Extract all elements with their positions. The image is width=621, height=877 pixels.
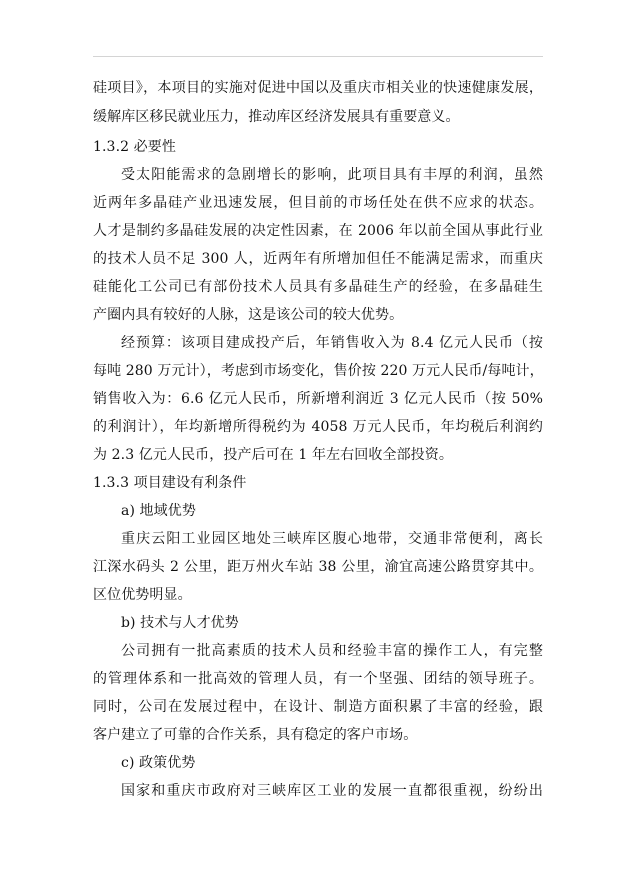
paragraph-line: 江深水码头 2 公里，距万州火车站 38 公里，渝宜高速公路贯穿其中。 [93,559,543,575]
paragraph-line: 销售收入为：6.6 亿元人民币，所新增利润近 3 亿元人民币（按 50% [93,391,543,407]
paragraph-line: 重庆云阳工业园区地处三峡库区腹心地带，交通非常便利，离长 [121,531,543,547]
paragraph-line: 公司拥有一批高素质的技术人员和经验丰富的操作工人，有完整 [121,643,543,659]
paragraph-line: 硅能化工公司已有部份技术人员具有多晶硅生产的经验，在多晶硅生 [93,279,543,295]
paragraph-line: 客户建立了可靠的合作关系，具有稳定的客户市场。 [93,727,418,743]
subheading-c: c) 政策优势 [121,755,196,771]
paragraph-line: 的管理体系和一批高效的管理人员，有一个坚强、团结的领导班子。 [93,671,543,687]
paragraph-line: 区位优势明显。 [93,587,192,603]
paragraph-line: 经预算：该项目建成投产后，年销售收入为 8.4 亿元人民币（按 [121,335,543,351]
paragraph-line: 同时，公司在发展过程中，在设计、制造方面积累了丰富的经验，跟 [93,699,543,715]
paragraph-line: 近两年多晶硅产业迅速发展，但目前的市场任处在供不应求的状态。 [93,195,543,211]
header-rule [93,56,543,57]
paragraph-line: 每吨 280 万元计），考虑到市场变化，售价按 220 万元人民币/每吨计， [93,363,544,379]
paragraph-line: 受太阳能需求的急剧增长的影响，此项目具有丰厚的利润，虽然 [121,167,543,183]
subheading-b: b) 技术与人才优势 [121,615,239,631]
paragraph-line: 国家和重庆市政府对三峡库区工业的发展一直都很重视，纷纷出 [121,783,543,799]
paragraph-line: 产圈内具有较好的人脉，这是该公司的较大优势。 [93,307,404,323]
section-heading-1-3-2: 1.3.2 必要性 [93,139,176,155]
paragraph-line: 的技术人员不足 300 人，近两年有所增加但任不能满足需求，而重庆 [93,251,543,267]
paragraph-line: 为 2.3 亿元人民币，投产后可在 1 年左右回收全部投资。 [93,447,453,463]
subheading-a: a) 地域优势 [121,503,196,519]
section-heading-1-3-3: 1.3.3 项目建设有利条件 [93,475,247,491]
paragraph-line: 缓解库区移民就业压力，推动库区经济发展具有重要意义。 [93,109,460,125]
paragraph-line: 硅项目》，本项目的实施对促进中国以及重庆市相关业的快速健康发展， [93,80,543,96]
paragraph-line: 的利润计），年均新增所得税约为 4058 万元人民币，年均税后利润约 [93,419,543,435]
paragraph-line: 人才是制约多晶硅发展的决定性因素，在 2006 年以前全国从事此行业 [93,223,543,239]
